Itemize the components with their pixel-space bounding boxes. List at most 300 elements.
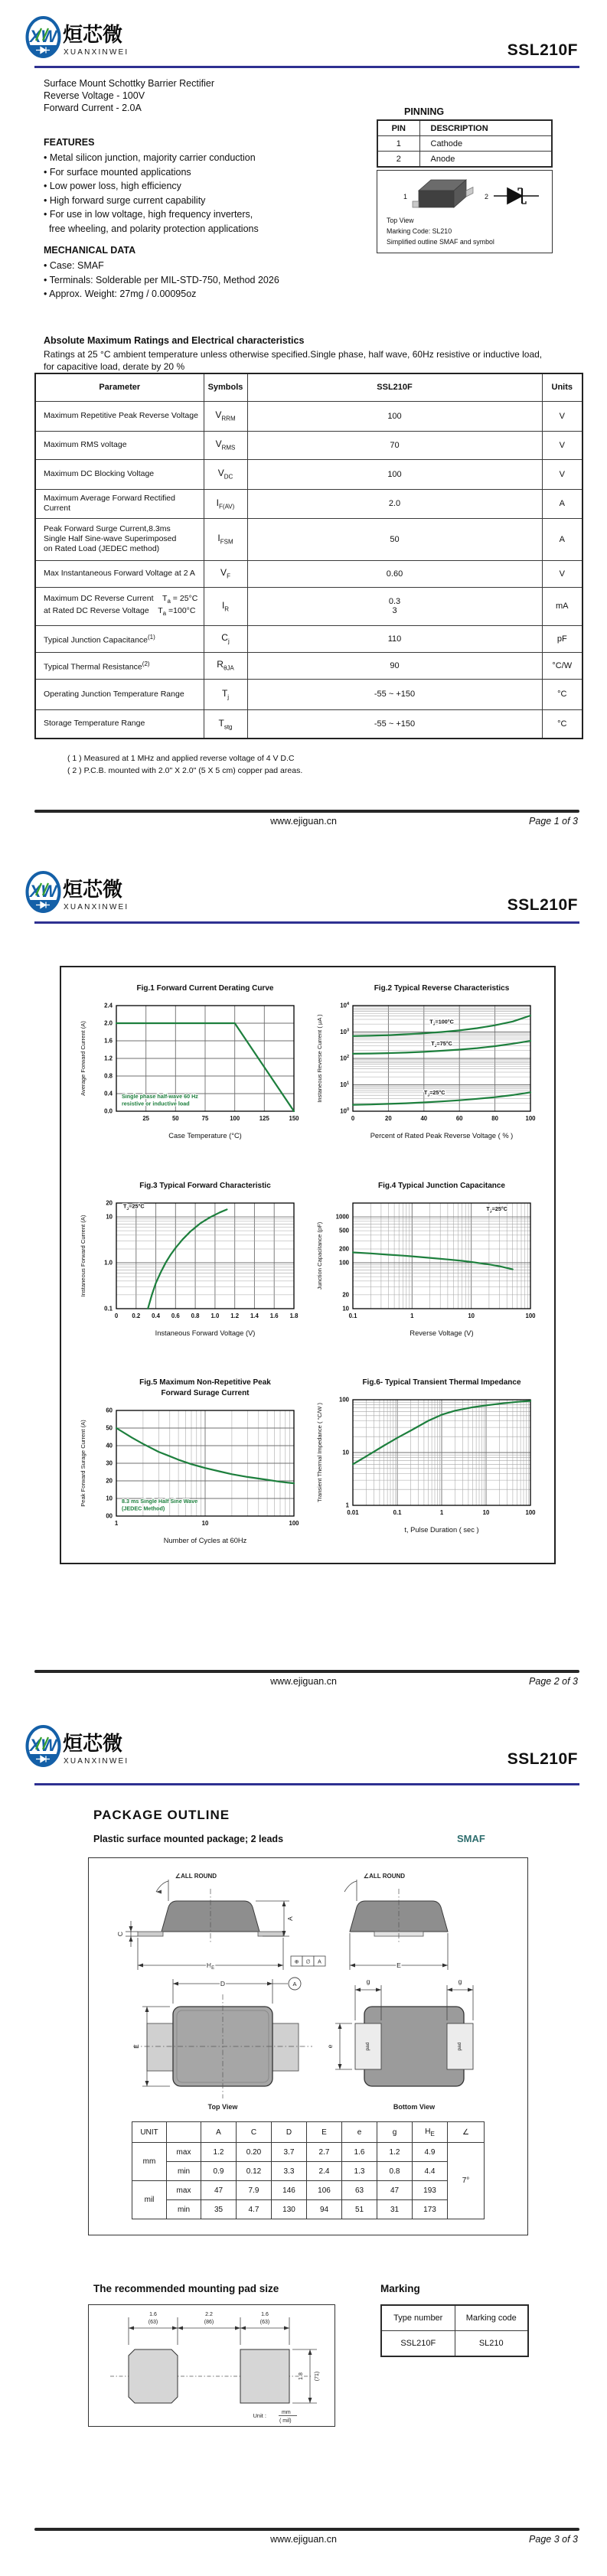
dim-value-cell: 63 [342, 2181, 377, 2200]
x-axis-label: Reverse Voltage (V) [410, 1329, 474, 1337]
fig5-svg [77, 1374, 306, 1550]
footer-rule [34, 2528, 579, 2531]
tj-25c-curve [353, 1253, 513, 1270]
x-axis-label: t, Pulse Duration ( sec ) [404, 1526, 479, 1534]
parameter-cell [35, 679, 204, 709]
dim-value-cell: 130 [272, 2200, 307, 2219]
ratings-header-cell: Units [542, 373, 583, 401]
dim-col-header: g [377, 2122, 413, 2143]
y-tick-label: $10^4$ [340, 1002, 349, 1009]
device-description [44, 77, 214, 114]
y-tick-label: 500 [338, 1227, 349, 1234]
package-front-face [419, 191, 454, 207]
fig2-reverse-characteristics-chart [313, 980, 543, 1149]
value-cell [247, 709, 542, 739]
value-cell [247, 587, 542, 625]
x-tick-label: 0.8 [191, 1312, 200, 1319]
unit-cell: °C [542, 679, 583, 709]
ratings-header-cell: Symbols [204, 373, 247, 401]
y-tick-label: 20 [106, 1199, 113, 1207]
curve-label: $T_J=25^\circ C$ [486, 1205, 507, 1215]
x-tick-label: 0.6 [171, 1312, 180, 1319]
package-symbol-box [377, 170, 553, 253]
svg-text:A: A [318, 1959, 321, 1965]
value-line: 100 [387, 469, 402, 479]
unit-cell: pF [542, 625, 583, 652]
dim-value-cell: 31 [377, 2200, 413, 2219]
x-tick-label: 1.6 [269, 1312, 279, 1319]
unit-cell: V [542, 560, 583, 587]
x-tick-label: 1.2 [230, 1312, 240, 1319]
y-tick-label: 2.4 [104, 1002, 113, 1009]
pin1-label: 1 [403, 193, 408, 201]
dim-col-header: A [201, 2122, 237, 2143]
x-tick-label: 0 [114, 1312, 119, 1319]
dim-value-cell: 0.8 [377, 2162, 413, 2181]
y-tick-label: 40 [106, 1442, 113, 1449]
value-line: 50 [390, 534, 400, 544]
ratings-row [35, 459, 583, 489]
feature-item: • High forward surge current capability [44, 194, 206, 206]
parameter-cell [35, 518, 204, 560]
value-cell [247, 518, 542, 560]
mechanical-title: MECHANICAL DATA [44, 245, 136, 256]
dim-col-header: D [272, 2122, 307, 2143]
fig4-svg [313, 1177, 543, 1342]
dim-minmax-cell: min [167, 2162, 201, 2181]
ratings-row [35, 518, 583, 560]
symbol-cell [204, 489, 247, 518]
lead-2 [466, 187, 473, 197]
x-tick-label: 125 [259, 1115, 269, 1122]
marking-cell: SL210 [455, 2331, 528, 2357]
value-cell [247, 489, 542, 518]
ratings-row [35, 652, 583, 679]
symbol-text: $C_j$ [221, 632, 230, 645]
ratings-notes [67, 752, 302, 777]
x-tick-label: 100 [289, 1520, 299, 1527]
x-tick-label: 0 [351, 1115, 355, 1122]
value-line: 90 [390, 660, 400, 670]
mounting-pad-svg [89, 2305, 332, 2424]
feature-item: • For surface mounted applications [44, 166, 191, 178]
chart-title: Fig.2 Typical Reverse Characteristics [374, 984, 510, 993]
parameter-line: at Rated DC Reverse Voltage $T_a =100^\circ C$ [44, 606, 196, 618]
top-view-caption: Top View [207, 2103, 238, 2111]
features-list [44, 151, 327, 236]
pinning-title: PINNING [404, 106, 445, 117]
svg-text:⊕: ⊕ [294, 1959, 299, 1965]
unit-note-mil: ( mil) [279, 2418, 292, 2424]
parameter-cell [35, 587, 204, 625]
value-line: -55 ~ +150 [374, 690, 416, 699]
dim-value-cell: 0.9 [201, 2162, 237, 2181]
symbol-cell [204, 625, 247, 652]
dim-value-cell: 51 [342, 2200, 377, 2219]
parameter-cell [35, 459, 204, 489]
dim-minmax-cell: max [167, 2181, 201, 2200]
chart-title: Fig.3 Typical Forward Characteristic [139, 1182, 271, 1190]
logo-chinese-name: 烜芯微 [63, 1732, 123, 1755]
svg-text:∅: ∅ [305, 1959, 311, 1965]
description-line: Forward Current - 2.0A [44, 103, 142, 113]
dim-value-cell: 1.2 [377, 2143, 413, 2162]
dim-col-header: e [342, 2122, 377, 2143]
y-tick-label: $10^1$ [340, 1081, 349, 1089]
part-number: SSL210F [507, 41, 578, 59]
pinning-row [377, 136, 552, 152]
x-tick-label: 0.1 [348, 1312, 357, 1319]
dim-value-cell: 4.4 [413, 2162, 448, 2181]
tolerance-frame [291, 1956, 325, 1966]
parameter-cell [35, 709, 204, 739]
ratings-header-row [35, 373, 583, 401]
mechanical-item: • Case: SMAF [44, 260, 104, 271]
feature-item: • Metal silicon junction, majority carrier conduction [44, 152, 256, 163]
header-rule [34, 66, 579, 68]
pinning-cell: 2 [377, 152, 419, 168]
y-tick-label: 10 [106, 1495, 113, 1502]
note-line: ( 2 ) P.C.B. mounted with 2.0" X 2.0" (5 X 5 cm) copper pad areas. [67, 766, 303, 775]
pad-height-value: 1.8 [299, 2372, 304, 2380]
outline-note-top-view: Top View [387, 217, 414, 224]
symbol-text: $V_{DC}$ [217, 468, 233, 481]
ratings-row [35, 625, 583, 652]
parameter-cell [35, 625, 204, 652]
x-tick-label: 10 [468, 1312, 475, 1319]
parameter-cell [35, 560, 204, 587]
dim-unit-cell: mil [132, 2181, 167, 2219]
marking-header-cell: Type number [381, 2305, 455, 2331]
chart-title: Fig.4 Typical Junction Capacitance [378, 1182, 505, 1190]
package-outline-box [88, 1857, 528, 2235]
value-line: 0.3 [388, 597, 401, 606]
y-tick-label: 20 [106, 1477, 113, 1485]
pad-dim-value: 2.2 [205, 2312, 213, 2317]
parameter-cell [35, 431, 204, 459]
pin2-label: 2 [485, 193, 489, 201]
logo-monogram: XW [29, 27, 57, 46]
x-tick-label: 0.01 [347, 1509, 359, 1516]
pinning-table [377, 119, 553, 168]
mechanical-list [44, 259, 365, 302]
ratings-row [35, 709, 583, 739]
pinning-row [377, 152, 552, 168]
pad-right [240, 2349, 289, 2403]
chart-title: Fig.1 Forward Current Derating Curve [136, 984, 274, 993]
y-tick-label: 1 [345, 1502, 349, 1509]
value-cell [247, 679, 542, 709]
dim-empty-header [167, 2122, 201, 2143]
mounting-pad-drawing-box [88, 2304, 335, 2427]
x-tick-label: 0.1 [393, 1509, 402, 1516]
value-line: 100 [387, 411, 402, 421]
features-title: FEATURES [44, 137, 95, 148]
parameter-line: Maximum Average Forward Rectified Current [44, 494, 175, 513]
mounting-pad-title: The recommended mounting pad size [93, 2283, 279, 2294]
x-tick-label: 20 [385, 1115, 392, 1122]
y-tick-label: 1.6 [104, 1037, 113, 1045]
dim-row [132, 2162, 485, 2181]
y-tick-label: 100 [338, 1259, 349, 1267]
symbol-text: $I_{F(AV)}$ [216, 497, 235, 510]
dim-row [132, 2181, 485, 2200]
x-tick-label: 1 [410, 1312, 414, 1319]
logo-chinese-name: 烜芯微 [63, 878, 123, 901]
pinning-cell: Anode [419, 152, 552, 168]
y-tick-label: 10 [106, 1213, 113, 1221]
y-axis-label: Peak Forward Surage Current (A) [80, 1420, 86, 1507]
value-line: 70 [390, 440, 400, 450]
chart-note: 8.3 ms Single Half Sine Wave [122, 1498, 198, 1505]
value-line: 110 [387, 634, 402, 644]
fig1-svg [77, 980, 306, 1145]
package-outline-drawing-slot [89, 1863, 527, 2122]
x-tick-label: 100 [525, 1509, 536, 1516]
ratings-table [34, 373, 583, 739]
footer-site: www.ejiguan.cn [270, 816, 337, 827]
y-tick-label: 50 [106, 1424, 113, 1432]
footer-page-number: Page 2 of 3 [529, 1676, 578, 1687]
fig6-thermal-impedance-chart [313, 1374, 543, 1543]
x-tick-label: 75 [201, 1115, 209, 1122]
symbol-cell [204, 587, 247, 625]
package-outline-title: PACKAGE OUTLINE [93, 1808, 230, 1822]
dim-label-HE: $H_E$ [206, 1961, 215, 1971]
outline-note-marking-code: Marking Code: SL210 [387, 227, 452, 235]
chart-title: Fig.5 Maximum Non-Repetitive Peak [139, 1378, 271, 1387]
ratings-conditions [44, 349, 542, 373]
y-tick-label: 1000 [335, 1213, 349, 1221]
ratings-row [35, 587, 583, 625]
x-tick-label: 1.8 [289, 1312, 299, 1319]
dim-label-D: D [220, 1980, 226, 1987]
mechanical-item: • Approx. Weight: 27mg / 0.00095oz [44, 289, 197, 299]
footer-site: www.ejiguan.cn [270, 1676, 337, 1687]
ratings-row [35, 489, 583, 518]
dim-col-header: C [237, 2122, 272, 2143]
x-tick-label: 40 [420, 1115, 428, 1122]
x-tick-label: 50 [171, 1115, 179, 1122]
value-line: -55 ~ +150 [374, 719, 416, 729]
company-logo-svg [25, 870, 129, 916]
feature-item: • For use in low voltage, high frequency inverters, [44, 209, 253, 220]
y-tick-label: $10^0$ [340, 1107, 349, 1115]
dim-value-cell: 1.6 [342, 2143, 377, 2162]
company-logo-svg [25, 15, 129, 61]
unit-cell: V [542, 401, 583, 431]
symbol-cell [204, 679, 247, 709]
unit-cell: A [542, 489, 583, 518]
pad-label: pad [457, 2042, 462, 2051]
fig5-surge-current-chart [77, 1374, 306, 1554]
dim-value-cell: 2.4 [307, 2162, 342, 2181]
company-logo [25, 870, 129, 916]
unit-cell: V [542, 431, 583, 459]
fig2-svg [313, 980, 543, 1145]
fig3-forward-characteristic-chart [77, 1177, 306, 1346]
x-tick-label: 80 [491, 1115, 498, 1122]
unit-cell: °C/W [542, 652, 583, 679]
dim-col-header: ∠ [448, 2122, 485, 2143]
symbol-text: $V_{RRM}$ [215, 409, 236, 422]
company-logo [25, 15, 129, 61]
chart-title: Fig.6- Typical Transient Thermal Impedance [362, 1378, 521, 1387]
dim-value-cell: 1.2 [201, 2143, 237, 2162]
dim-unit-cell: mm [132, 2143, 167, 2181]
description-line: Reverse Voltage - 100V [44, 90, 145, 101]
y-tick-label: 1.2 [104, 1055, 113, 1062]
value-line: 0.60 [386, 569, 403, 579]
y-tick-label: 0.8 [104, 1072, 113, 1080]
part-number: SSL210F [507, 896, 578, 914]
fig6-svg [313, 1374, 543, 1539]
side-view-lead-right [258, 1932, 283, 1936]
parameter-line: Max Instantaneous Forward Voltage at 2 A [44, 569, 195, 578]
dim-value-cell: 106 [307, 2181, 342, 2200]
y-axis-label: Instaneous Forward Current (A) [80, 1215, 86, 1297]
dim-header-row [132, 2122, 485, 2143]
value-cell [247, 652, 542, 679]
header-rule [34, 921, 579, 924]
footer-page-number: Page 3 of 3 [529, 2534, 578, 2545]
curve-label: $T_J=25^\circ C$ [423, 1089, 445, 1098]
side-view-lead-left [138, 1932, 163, 1936]
marking-cell: SSL210F [381, 2331, 455, 2357]
all-round-label: ∠ALL ROUND [363, 1873, 406, 1880]
value-cell [247, 459, 542, 489]
fig4-junction-capacitance-chart [313, 1177, 543, 1346]
chart-note: Single phase half-wave 60 Hz [122, 1093, 198, 1100]
symbol-text: $T_j$ [221, 687, 230, 701]
x-axis-label: Instaneous Forward Voltage (V) [155, 1329, 256, 1337]
dim-label-e: e [326, 2044, 334, 2049]
value-cell [247, 625, 542, 652]
dim-value-cell: 0.12 [237, 2162, 272, 2181]
unit-cell: mA [542, 587, 583, 625]
y-tick-label: 1.0 [104, 1259, 113, 1267]
dim-value-cell: 94 [307, 2200, 342, 2219]
x-tick-label: 1.4 [250, 1312, 259, 1319]
unit-cell: °C [542, 709, 583, 739]
y-tick-label: $10^3$ [340, 1028, 349, 1036]
ratings-header-cell: SSL210F [247, 373, 542, 401]
fig1-derating-chart [77, 980, 306, 1149]
footer-page-number: Page 1 of 3 [529, 816, 578, 827]
marking-table [380, 2304, 529, 2357]
dim-col-header: E [307, 2122, 342, 2143]
pinning-cell: 1 [377, 136, 419, 152]
marking-row [381, 2331, 528, 2357]
x-tick-label: 1 [114, 1520, 119, 1527]
diode-symbol-icon [494, 188, 539, 204]
ratings-row [35, 401, 583, 431]
y-tick-label: 60 [106, 1407, 113, 1414]
condition-line: Ratings at 25 °C ambient temperature unless otherwise specified.Single phase, half wave, 60Hz resistive or inductive load, [44, 349, 543, 360]
symbol-text: $I_R$ [221, 599, 230, 613]
pad-height-mil: (71) [315, 2371, 320, 2382]
package-name: SMAF [457, 1833, 485, 1844]
symbol-text: $I_{FSM}$ [217, 533, 233, 546]
symbol-cell [204, 560, 247, 587]
footer-site: www.ejiguan.cn [270, 2534, 337, 2545]
dim-label-g: g [458, 1978, 462, 1985]
symbol-cell [204, 518, 247, 560]
pinning-header-cell: PIN [377, 120, 419, 136]
curve-label: $T_J=100^\circ C$ [429, 1018, 454, 1027]
pinning-cell: Cathode [419, 136, 552, 152]
logo-english-name: XUANXINWEI [64, 903, 129, 911]
pad-left [129, 2349, 178, 2403]
dim-value-cell: 3.7 [272, 2143, 307, 2162]
parameter-line: Maximum RMS voltage [44, 440, 127, 449]
marking-title: Marking [380, 2283, 420, 2294]
dim-value-cell: 1.3 [342, 2162, 377, 2181]
parameter-line: Typical Thermal Resistance$^{(2)}$ [44, 660, 150, 672]
y-tick-label: 00 [106, 1512, 113, 1520]
y-tick-label: 20 [342, 1291, 349, 1299]
chart-note: (JEDEC Method) [122, 1505, 165, 1512]
dim-minmax-cell: max [167, 2143, 201, 2162]
dim-value-cell: 4.7 [237, 2200, 272, 2219]
y-tick-label: 10 [342, 1449, 349, 1456]
dim-value-cell: 4.9 [413, 2143, 448, 2162]
parameter-cell [35, 401, 204, 431]
pad-dim-mil: (63) [259, 2320, 270, 2325]
pad-dim-mil: (63) [148, 2320, 158, 2325]
logo-chinese-name: 烜芯微 [63, 23, 123, 46]
value-cell [247, 560, 542, 587]
pad-dim-value: 1.6 [149, 2312, 157, 2317]
marking-header-cell: Marking code [455, 2305, 528, 2331]
footer-rule [34, 810, 579, 813]
x-axis-label: Case Temperature (°C) [168, 1132, 242, 1140]
pinning-header-row [377, 120, 552, 136]
top-view-lead-left [147, 2023, 175, 2071]
ratings-row [35, 560, 583, 587]
value-line: 2.0 [388, 499, 401, 508]
x-tick-label: 1.0 [210, 1312, 220, 1319]
ratings-title: Absolute Maximum Ratings and Electrical characteristics [44, 335, 305, 346]
outline-note-simplified: Simplified outline SMAF and symbol [387, 238, 494, 246]
curve-label: $T_J=75^\circ C$ [431, 1040, 452, 1049]
pad-label: pad [365, 2042, 370, 2051]
dim-value-cell: 2.7 [307, 2143, 342, 2162]
x-tick-label: 0.2 [132, 1312, 141, 1319]
company-logo [25, 1724, 129, 1770]
ratings-row [35, 431, 583, 459]
footer-rule [34, 1670, 579, 1673]
symbol-text: $T_{stg}$ [218, 717, 233, 730]
description-line: Surface Mount Schottky Barrier Rectifier [44, 78, 214, 89]
chart-title: Forward Surage Current [161, 1389, 250, 1397]
dim-unit-header: UNIT [132, 2122, 167, 2143]
unit-cell: A [542, 518, 583, 560]
pad-dim-value: 1.6 [261, 2312, 269, 2317]
y-tick-label: 30 [106, 1459, 113, 1467]
dim-value-cell: 35 [201, 2200, 237, 2219]
dim-value-cell: 7.9 [237, 2181, 272, 2200]
x-axis-label: Percent of Rated Peak Reverse Voltage ( % ) [370, 1132, 514, 1140]
x-tick-label: 0.4 [152, 1312, 161, 1319]
dim-value-cell: 173 [413, 2200, 448, 2219]
dim-col-header: $H_E$ [413, 2122, 448, 2143]
dim-row [132, 2143, 485, 2162]
x-tick-label: 150 [289, 1115, 299, 1122]
fig3-svg [77, 1177, 306, 1342]
parameter-line: Storage Temperature Range [44, 719, 145, 729]
dim-label-A: A [286, 1916, 294, 1921]
